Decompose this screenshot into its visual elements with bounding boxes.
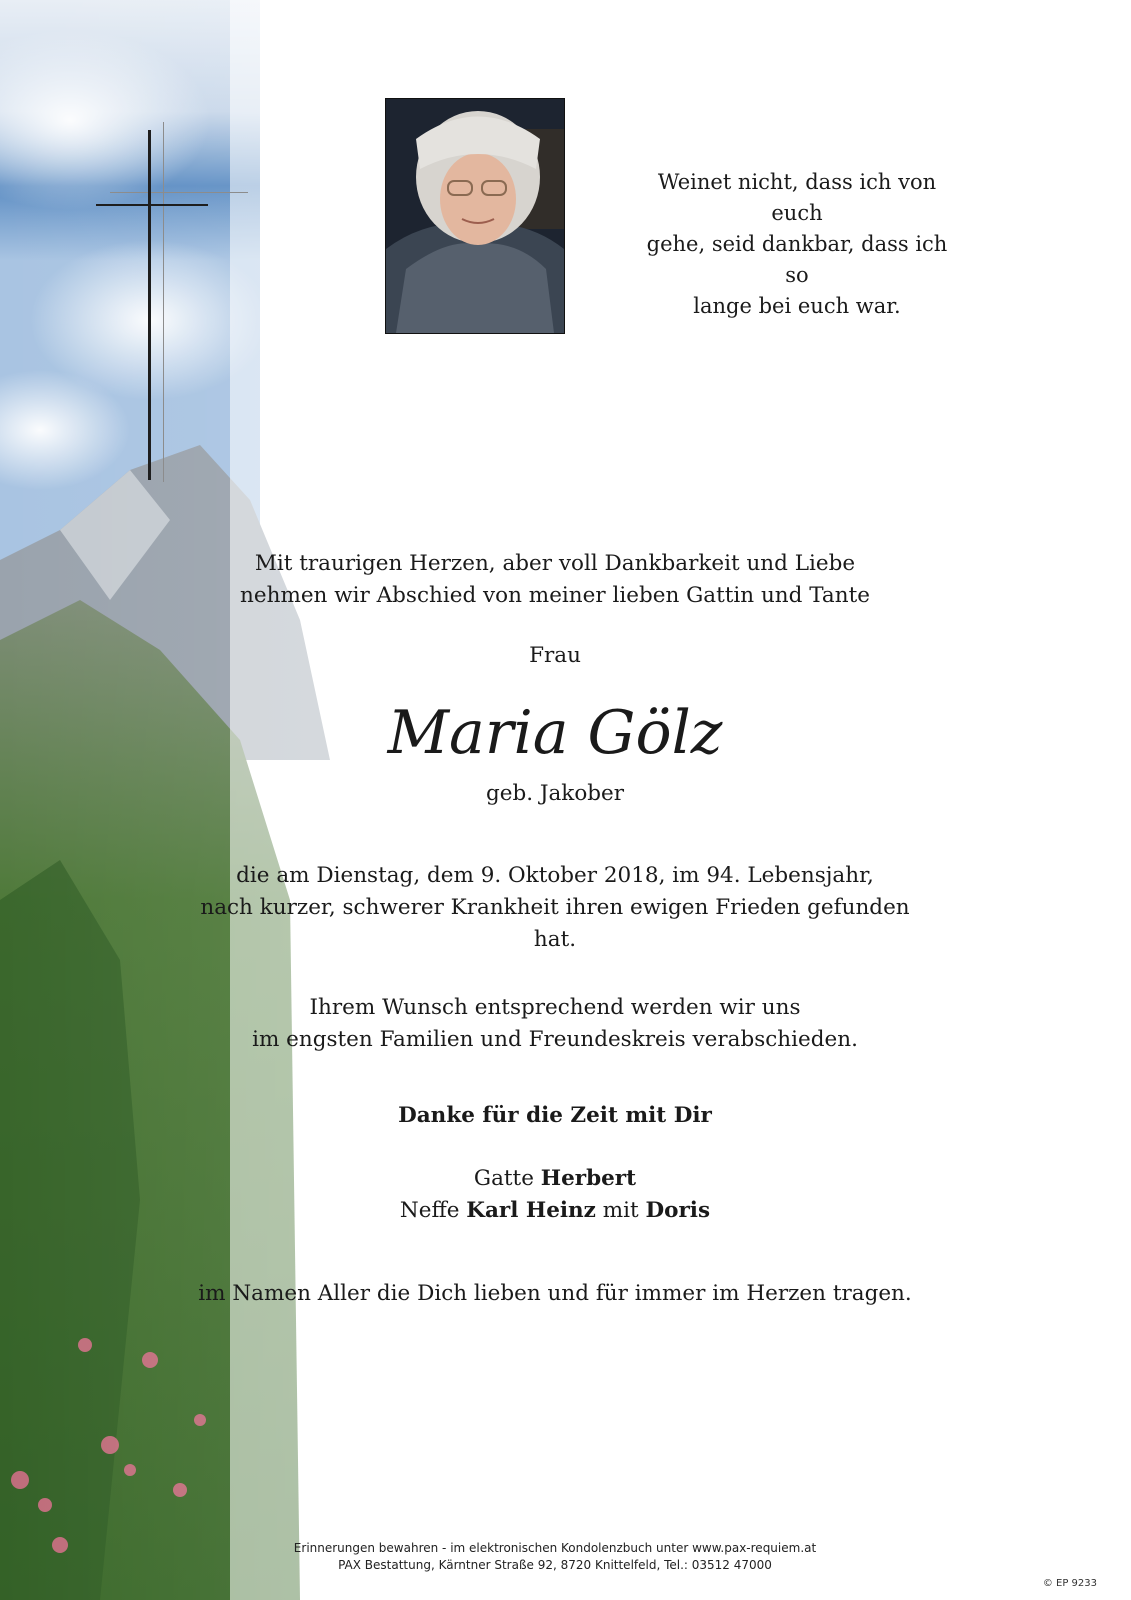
- footer-condolence: Erinnerungen bewahren - im elektronischen Kondolenzbuch unter www.pax-requiem.at: [293, 1541, 817, 1555]
- cross-bar: [96, 204, 208, 206]
- nephew-role: Neffe: [399, 1198, 460, 1223]
- wish-text: [180, 992, 930, 1056]
- quote-line: lange bei euch war.: [693, 294, 901, 318]
- partner-name: Doris: [645, 1198, 711, 1223]
- mourners: [180, 1163, 930, 1227]
- cross-shadow-horizontal: [110, 192, 248, 193]
- intro-line: nehmen wir Abschied von meiner lieben Gattin und Tante: [240, 583, 870, 608]
- mourner-spouse: [180, 1163, 930, 1195]
- wish-line: im engsten Familien und Freundeskreis verabschieden.: [252, 1027, 858, 1052]
- mourner-nephew: [180, 1195, 930, 1227]
- thanks-line: Danke für die Zeit mit Dir: [398, 1103, 712, 1128]
- footer-address: PAX Bestattung, Kärntner Straße 92, 8720 Knittelfeld, Tel.: 03512 47000: [338, 1558, 772, 1572]
- joiner-word: mit: [602, 1198, 639, 1223]
- intro-line: Mit traurigen Herzen, aber voll Dankbarkeit und Liebe: [254, 551, 856, 576]
- closing-line: im Namen Aller die Dich lieben und für immer im Herzen tragen.: [198, 1281, 912, 1306]
- death-line: die am Dienstag, dem 9. Oktober 2018, im 94. Lebensjahr,: [236, 863, 874, 888]
- print-code: © EP 9233: [1042, 1578, 1097, 1589]
- quote-line: Weinet nicht, dass ich von euch: [657, 170, 937, 225]
- wish-line: Ihrem Wunsch entsprechend werden wir uns: [309, 995, 801, 1020]
- nephew-name: Karl Heinz: [466, 1198, 596, 1223]
- deceased-name: Maria Gölz: [387, 698, 723, 768]
- cross-shadow-vertical: [163, 122, 164, 482]
- birth-name: geb. Jakober: [485, 781, 625, 806]
- memorial-quote: [632, 167, 962, 322]
- spouse-name: Herbert: [540, 1166, 637, 1191]
- spouse-role: Gatte: [473, 1166, 534, 1191]
- cross-icon: [148, 130, 151, 480]
- portrait-photo: [385, 98, 565, 334]
- quote-line: gehe, seid dankbar, dass ich so: [646, 232, 948, 287]
- death-notice: [180, 860, 930, 956]
- salutation: Frau: [529, 643, 581, 668]
- death-line: nach kurzer, schwerer Krankheit ihren ewigen Frieden gefunden hat.: [200, 895, 910, 952]
- intro-text: [180, 548, 930, 612]
- footer: [250, 1540, 860, 1574]
